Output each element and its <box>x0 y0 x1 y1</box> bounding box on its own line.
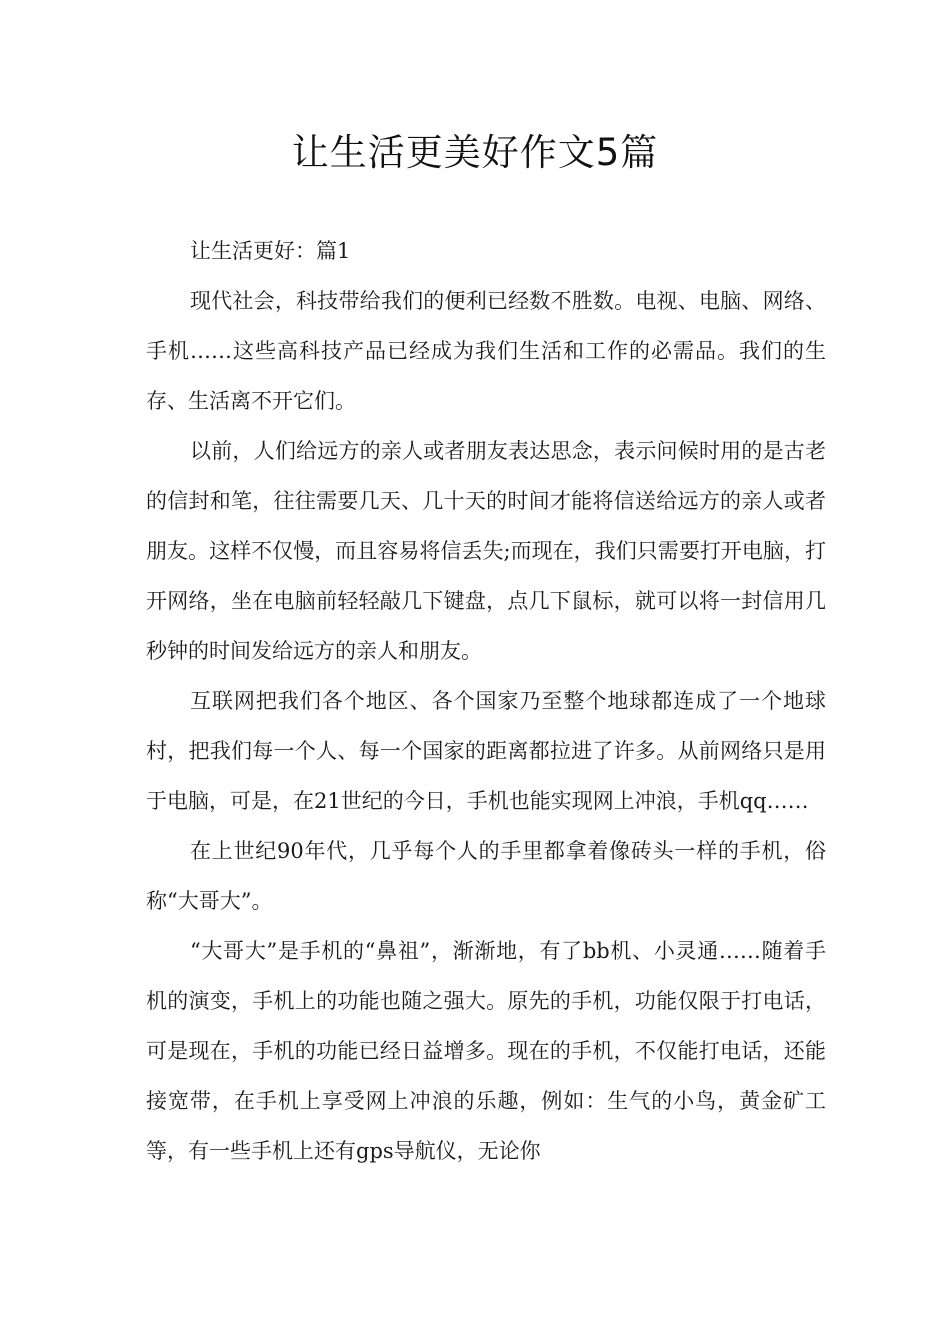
body-paragraph: 在上世纪90年代，几乎每个人的手里都拿着像砖头一样的手机，俗称“大哥大”。 <box>146 839 826 913</box>
document-title: 让生活更美好作文5篇 <box>291 131 659 174</box>
body-paragraph: 互联网把我们各个地区、各个国家乃至整个地球都连成了一个地球村，把我们每一个人、每一个国家的距离都拉进了许多。从前网络只是用于电脑，可是，在21世纪的今日，手机也能实现网上冲浪，手机qq…… <box>146 689 826 813</box>
body-paragraph: 现代社会，科技带给我们的便利已经数不胜数。电视、电脑、网络、手机……这些高科技产品已经成为我们生活和工作的必需品。我们的生存、生活离不开它们。 <box>146 289 826 413</box>
body-paragraph: “大哥大”是手机的“鼻祖”，渐渐地，有了bb机、小灵通……随着手机的演变，手机上的功能也随之强大。原先的手机，功能仅限于打电话，可是现在，手机的功能已经日益增多。现在的手机，不仅能打电话，还能接宽带，在手机上享受网上冲浪的乐趣，例如：生气的小鸟，黄金矿工等，有一些手机上还有gps导航仪，无论你 <box>146 939 826 1163</box>
document-body <box>146 226 826 1176</box>
section-heading: 让生活更好：篇1 <box>190 239 351 263</box>
body-paragraph: 以前，人们给远方的亲人或者朋友表达思念，表示问候时用的是古老的信封和笔，往往需要几天、几十天的时间才能将信送给远方的亲人或者朋友。这样不仅慢，而且容易将信丢失;而现在，我们只需要打开电脑，打开网络，坐在电脑前轻轻敲几下键盘，点几下鼠标，就可以将一封信用几秒钟的时间发给远方的亲人和朋友。 <box>146 439 826 663</box>
